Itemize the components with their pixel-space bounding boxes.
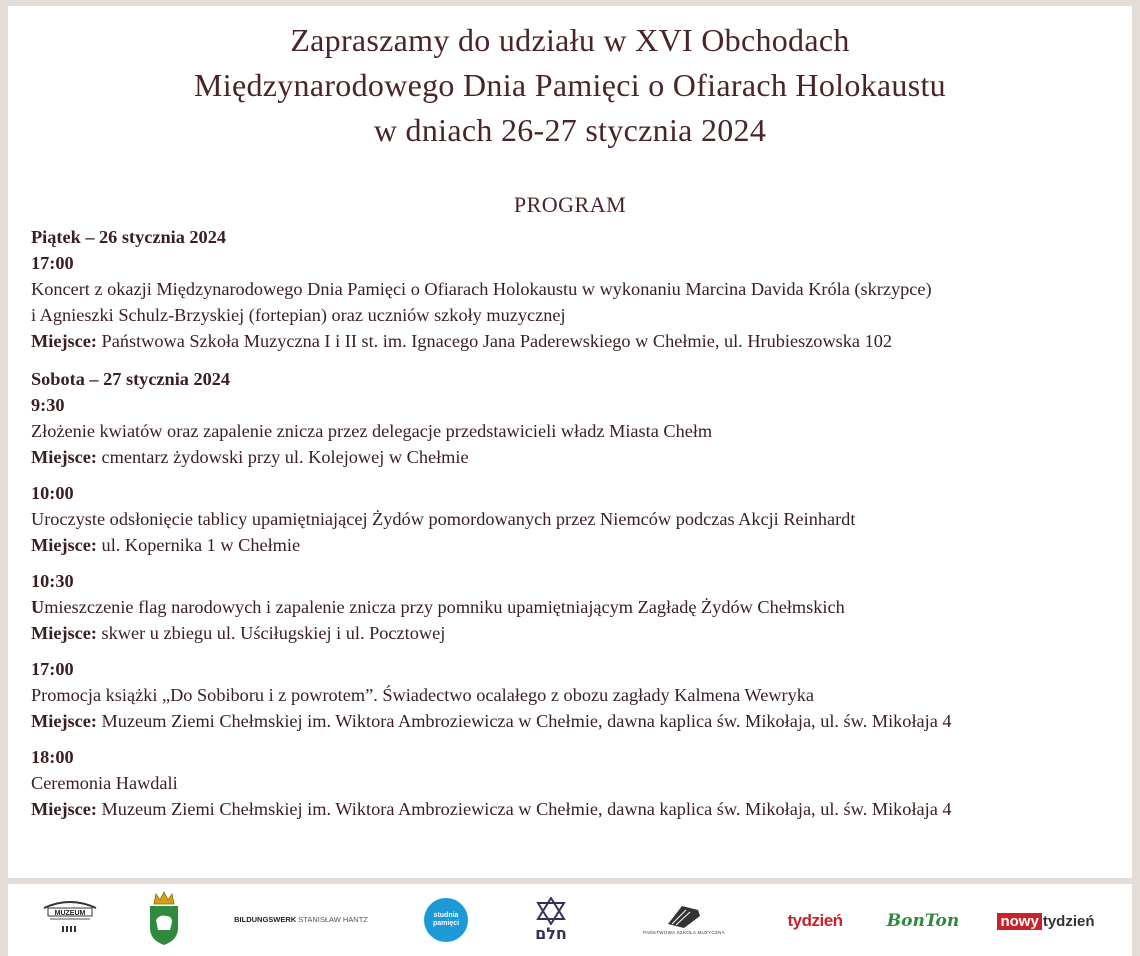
event-description: Złożenie kwiatów oraz zapalenie znicza przez delegacje przedstawicieli władz Miasta Chełm xyxy=(31,421,713,441)
event-time: 10:00 xyxy=(31,483,74,503)
event-place xyxy=(31,532,1126,558)
day-label-saturday: Sobota – 27 stycznia 2024 xyxy=(31,369,231,389)
place-value: skwer u zbiegu ul. Uściługskiej i ul. Pocztowej xyxy=(101,623,446,643)
coat-of-arms-icon xyxy=(146,890,182,946)
tydzien-text: tydzień xyxy=(787,911,843,930)
studnia-pamieci-logo xyxy=(424,898,468,942)
place-label: Miejsce: xyxy=(31,331,97,351)
place-value: ul. Kopernika 1 w Chełmie xyxy=(101,535,301,555)
event-place xyxy=(31,444,1126,470)
hebrew-logo xyxy=(528,890,574,950)
nowy-tydzien-logo xyxy=(998,910,1094,932)
event-description: Promocja książki „Do Sobiboru i z powrotem”. Świadectwo ocalałego z obozu zagłady Kalmena Wewryka xyxy=(31,685,815,705)
place-label: Miejsce: xyxy=(31,535,97,555)
museum-logo-icon xyxy=(38,898,102,938)
hebrew-text: חלם xyxy=(535,924,567,943)
tydzien-logo xyxy=(780,910,850,932)
sponsor-logos xyxy=(8,884,1132,956)
place-value: Państwowa Szkoła Muzyczna I i II st. im. Ignacego Jana Paderewskiego w Chełmie, ul. Hrubieszowska 102 xyxy=(101,331,893,351)
description-rest: mieszczenie flag narodowych i zapalenie znicza przy pomniku upamiętniającym Zagładę Żydów Chełmskich xyxy=(44,597,845,617)
nowy-tydzien-text: tydzień xyxy=(1042,912,1095,930)
music-school-text: PAŃSTWOWA SZKOŁA MUZYCZNA xyxy=(643,929,725,935)
event-place xyxy=(31,620,1126,646)
place-label: Miejsce: xyxy=(31,447,97,467)
museum-logo xyxy=(38,898,102,938)
place-value: cmentarz żydowski przy ul. Kolejowej w Chełmie xyxy=(101,447,469,467)
place-value: Muzeum Ziemi Chełmskiej im. Wiktora Ambroziewicza w Chełmie, dawna kaplica św. Mikołaja, ul. św. Mikołaja 4 xyxy=(101,711,952,731)
place-label: Miejsce: xyxy=(31,711,97,731)
place-label: Miejsce: xyxy=(31,799,97,819)
title-line-1: Zapraszamy do udziału w XVI Obchodach xyxy=(290,22,850,58)
event-description: Uroczyste odsłonięcie tablicy upamiętniającej Żydów pomordowanych przez Niemców podczas Akcji Reinhardt xyxy=(31,509,856,529)
bonton-text: BonTon xyxy=(886,911,960,931)
event-time: 10:30 xyxy=(31,571,74,591)
event-place xyxy=(31,708,1126,734)
event-description: Koncert z okazji Międzynarodowego Dnia Pamięci o Ofiarach Holokaustu w wykonaniu Marcina Davida Króla (skrzypce) xyxy=(31,279,932,299)
star-of-david-icon xyxy=(536,897,566,925)
chelm-coat-of-arms-logo xyxy=(146,890,182,946)
event-description: Ceremonia Hawdali xyxy=(31,773,178,793)
title-line-3: w dniach 26-27 stycznia 2024 xyxy=(373,112,767,148)
bildungswerk-subtext: STANISŁAW HANTZ xyxy=(298,914,368,924)
bonton-logo xyxy=(888,908,958,934)
day-label-friday: Piątek – 26 stycznia 2024 xyxy=(31,227,226,247)
event-description: i Agnieszki Schulz-Brzyskiej (fortepian) oraz uczniów szkoły muzycznej xyxy=(31,305,566,325)
bildungswerk-text: BILDUNGSWERK xyxy=(234,914,297,924)
event-place xyxy=(31,796,1126,822)
title-line-2: Międzynarodowego Dnia Pamięci o Ofiarach Holokaustu xyxy=(194,67,946,103)
museum-text: MUZEUM xyxy=(54,910,86,917)
music-school-logo xyxy=(636,894,732,942)
program-heading: PROGRAM xyxy=(513,192,627,217)
description-initial: U xyxy=(31,597,45,617)
event-description xyxy=(31,594,1126,620)
event-time: 18:00 xyxy=(31,747,74,767)
event-time: 17:00 xyxy=(31,253,74,273)
program-list xyxy=(31,224,1126,822)
event-time: 9:30 xyxy=(31,395,65,415)
bildungswerk-logo xyxy=(226,910,376,928)
invitation-title xyxy=(0,18,1140,153)
event-place xyxy=(31,328,1126,354)
studnia-text: studnia pamięci xyxy=(432,912,460,927)
nowy-text: nowy xyxy=(997,913,1041,930)
event-time: 17:00 xyxy=(31,659,74,679)
piano-icon xyxy=(664,902,704,930)
place-value: Muzeum Ziemi Chełmskiej im. Wiktora Ambroziewicza w Chełmie, dawna kaplica św. Mikołaja, ul. św. Mikołaja 4 xyxy=(101,799,952,819)
place-label: Miejsce: xyxy=(31,623,97,643)
